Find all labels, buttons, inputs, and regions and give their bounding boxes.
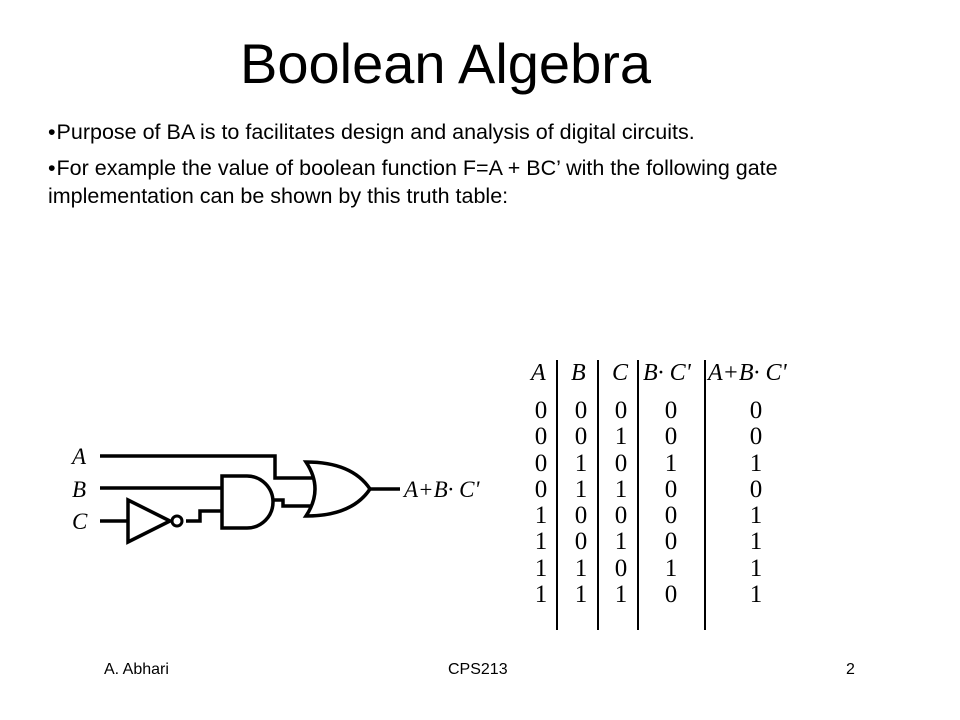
table-cell: 0: [614, 397, 628, 424]
table-cell: 0: [534, 475, 548, 503]
footer-course: CPS213: [448, 661, 508, 678]
table-cell: 1: [749, 502, 763, 530]
truth-table-column-c: [606, 398, 636, 608]
circuit-label-output: A+B· C': [404, 477, 480, 502]
truth-table-header-c: C: [612, 360, 629, 386]
bullet-text: For example the value of boolean function F=A + BC’ with the following gate implementation can be shown by this truth table:: [48, 156, 778, 208]
bullet-marker: •: [48, 156, 56, 180]
table-cell: 0: [574, 502, 588, 530]
table-cell: 0: [614, 449, 628, 477]
truth-table-column-output: [741, 398, 771, 608]
not-bubble: [172, 516, 182, 526]
table-cell: 0: [749, 397, 763, 424]
table-cell: 0: [574, 397, 588, 424]
table-cell: 1: [534, 502, 548, 530]
table-cell: 0: [534, 423, 548, 451]
truth-table-column-b: [566, 398, 596, 608]
table-cell: 1: [534, 581, 548, 609]
truth-table-header-bc: B· C': [643, 360, 691, 386]
table-cell: 1: [664, 449, 678, 477]
table-cell: 1: [534, 528, 548, 556]
or-gate: [306, 462, 370, 516]
table-cell: 1: [749, 449, 763, 477]
bullet-item: [48, 118, 928, 146]
table-cell: 0: [614, 554, 628, 582]
table-divider: [556, 360, 558, 630]
truth-table-header-a: A: [531, 360, 546, 386]
table-cell: 1: [664, 554, 678, 582]
truth-table-header-output: A+B· C': [708, 360, 787, 386]
table-cell: 0: [664, 475, 678, 503]
truth-table-header-b: B: [571, 360, 586, 386]
truth-table-column-a: [526, 398, 556, 608]
table-cell: 1: [614, 581, 628, 609]
truth-table-column-bc: [656, 398, 686, 608]
table-cell: 1: [749, 581, 763, 609]
table-divider: [597, 360, 599, 630]
table-cell: 1: [749, 528, 763, 556]
table-divider: [704, 360, 706, 630]
table-cell: 1: [534, 554, 548, 582]
circuit-label-b: B: [72, 477, 87, 502]
table-cell: 0: [664, 423, 678, 451]
bullet-item: [48, 154, 928, 210]
table-cell: 1: [749, 554, 763, 582]
table-divider: [637, 360, 639, 630]
table-cell: 0: [664, 581, 678, 609]
wire-not-out: [186, 511, 222, 521]
wire-a: [100, 456, 318, 478]
bullet-list: [48, 118, 928, 218]
bullet-marker: •: [48, 120, 56, 144]
table-cell: 0: [534, 397, 548, 424]
table-cell: 1: [614, 423, 628, 451]
not-gate: [128, 500, 170, 542]
table-cell: 0: [664, 502, 678, 530]
table-cell: 0: [749, 475, 763, 503]
table-cell: 0: [614, 502, 628, 530]
table-cell: 1: [614, 475, 628, 503]
slide-title: Boolean Algebra: [240, 32, 652, 95]
table-cell: 0: [574, 528, 588, 556]
table-cell: 0: [664, 397, 678, 424]
footer-author: A. Abhari: [104, 661, 169, 678]
footer-page-number: 2: [846, 661, 855, 678]
table-cell: 0: [534, 449, 548, 477]
table-cell: 0: [664, 528, 678, 556]
gate-circuit-diagram: [0, 430, 520, 560]
table-cell: 1: [574, 475, 588, 503]
circuit-label-a: A: [72, 444, 87, 469]
bullet-text: Purpose of BA is to facilitates design and analysis of digital circuits.: [56, 120, 695, 144]
table-cell: 1: [574, 554, 588, 582]
table-cell: 0: [574, 423, 588, 451]
table-cell: 1: [614, 528, 628, 556]
table-cell: 0: [749, 423, 763, 451]
and-gate: [222, 476, 273, 528]
table-cell: 1: [574, 581, 588, 609]
circuit-label-c: C: [72, 509, 88, 534]
table-cell: 1: [574, 449, 588, 477]
